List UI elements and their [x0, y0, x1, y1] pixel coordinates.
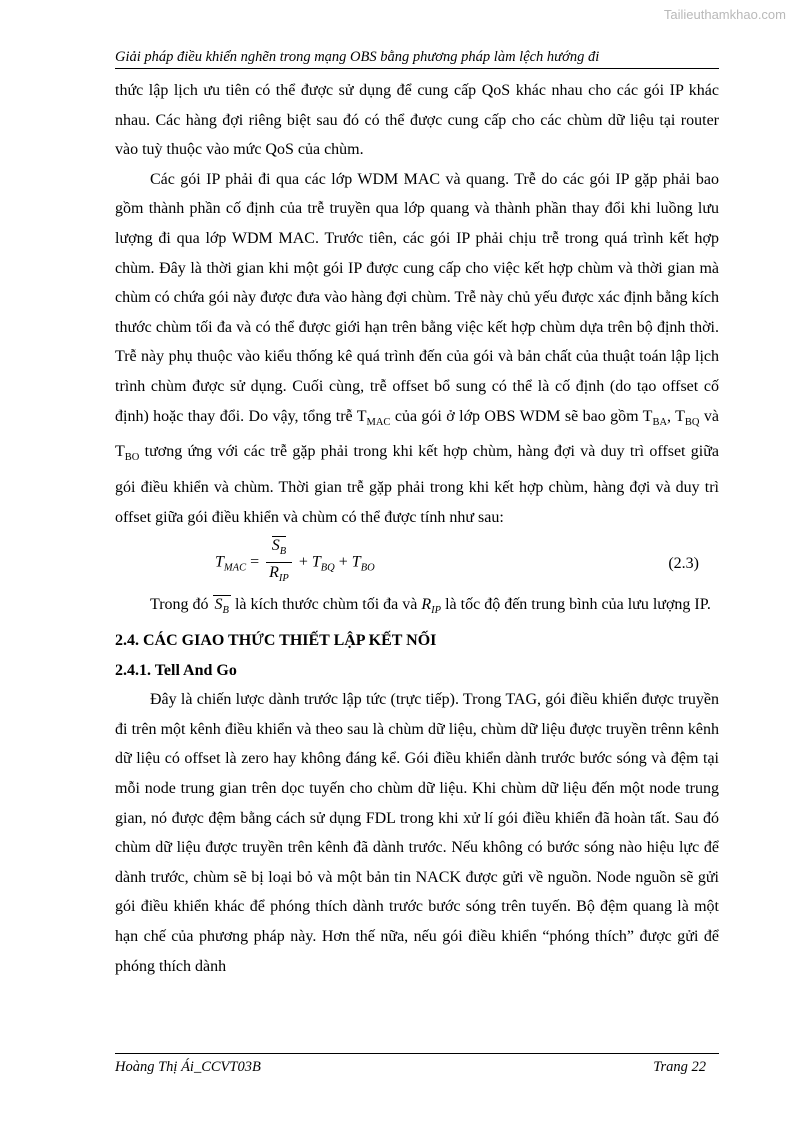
- eq-term-3-sub: BO: [360, 562, 375, 574]
- eq-numerator: [266, 536, 292, 563]
- paragraph-3-text-b: là kích thước chùm tối đa và: [230, 596, 422, 614]
- paragraph-3: [115, 590, 719, 626]
- subscript-mac: MAC: [366, 416, 391, 428]
- eq-num-sub: B: [279, 546, 287, 558]
- var-rip: R: [421, 596, 432, 614]
- subscript-ba: BA: [652, 416, 668, 428]
- eq-den-var: R: [269, 564, 279, 582]
- paragraph-4: Đây là chiến lược dành trước lập tức (trực tiếp). Trong TAG, gói điều khiển được truyền đi trên một kênh điều khiển và theo sau là chùm dữ liệu, chùm dữ liệu được truyền trênn kênh dữ liệu có offset là zero hay không đáng kể. Gói điều khiển dành trước bước sóng và đệm tại mỗi node trung gian trên dọc tuyến cho chùm dữ liệu. Khi chùm dữ liệu đến một node trung gian, nó được đệm bằng cách sử dụng FDL trong khi xử lí gói điều khiển đã hoàn tất. Sau đó chùm dữ liệu được truyền trên kênh đã dành trước. Nếu không có bước sóng nào hiệu lực để dành trước, chùm sẽ bị loại bỏ và một bản tin NACK được gửi về nguồn. Node nguồn sẽ gửi gói điều khiển khác để phóng thích dành trước bước sóng trên tuyến. Bộ đệm quang là một hạn chế của phương pháp này. Hơn thế nữa, nếu gói điều khiển “phóng thích” được gửi để phóng thích dành: [115, 691, 719, 975]
- subsection-heading: 2.4.1. Tell And Go: [115, 661, 237, 679]
- paragraph-2-text-d: tương ứng với các trễ gặp phải trong khi kết hợp chùm, hàng đợi và duy trì offset giữa gói điều khiển và chùm. Thời gian trễ gặp phải trong khi kết hợp chùm, hàng đợi và duy trì offset giữa gói điều khiển và chùm có thể được tính như sau:: [115, 443, 719, 526]
- equation-number: (2.3): [668, 555, 699, 573]
- subscript-bq: BQ: [684, 416, 700, 428]
- eq-fraction: [266, 536, 292, 589]
- footer-divider: [115, 1053, 719, 1054]
- var-rip-sub: IP: [431, 605, 442, 617]
- paragraph-2-text: Các gói IP phải đi qua các lớp WDM MAC và quang. Trễ do các gói IP gặp phải bao gồm thành phần cố định của trễ truyền qua lớp quang và thành phần thay đổi khi luồng lưu lượng đi qua lớp WDM MAC. Trước tiên, các gói IP phải chịu trễ trong quá trình kết hợp chùm. Đây là thời gian khi một gói IP được cung cấp cho việc kết hợp chùm và thời gian mà chùm có chứa gói này được đưa vào hàng đợi chùm. Trễ này chủ yếu được xác định bằng kích thước chùm tối đa và có thể được giới hạn trên bằng việc kết hợp chùm dựa trên bộ định thời. Trễ này phụ thuộc vào kiểu thống kê quá trình đến của gói và bản chất của thuật toán lập lịch trình chùm được sử dụng. Cuối cùng, trễ offset bổ sung có thể là cố định (do tạo offset cố định) hoặc thay đổi. Do vậy, tổng trễ T: [115, 170, 719, 425]
- eq-num-var: S: [271, 537, 280, 555]
- eq-lhs: T: [215, 553, 224, 571]
- footer-page-number: Trang 22: [653, 1059, 706, 1075]
- eq-term-2: T: [311, 553, 321, 571]
- page-content: [115, 76, 719, 981]
- subscript-bo: BO: [124, 452, 140, 464]
- eq-plus-2: +: [338, 553, 348, 571]
- equation-2-3: [115, 532, 719, 590]
- eq-equals: =: [250, 553, 260, 571]
- var-sb: $S_B$: [214, 596, 229, 617]
- equation-body: [215, 536, 375, 589]
- paragraph-3-text-c: là tốc độ đến trung bình của lưu lượng IP.: [441, 596, 711, 614]
- paragraph-2-text-b: , T: [667, 407, 685, 425]
- paragraph-3-text-a: Trong đó: [150, 596, 213, 614]
- eq-den-sub: IP: [278, 573, 289, 585]
- paragraph-1: thức lập lịch ưu tiên có thể được sử dụng để cung cấp QoS khác nhau cho các gói IP khác nhau. Các hàng đợi riêng biệt sau đó có thể được cung cấp cho các chùm dữ liệu tại router vào tuỳ thuộc vào mức QoS của chùm.: [115, 82, 719, 159]
- footer-author: Hoàng Thị Ái_CCVT03B: [115, 1059, 261, 1075]
- eq-denominator: [266, 563, 292, 589]
- page-header: Giải pháp điều khiển nghẽn trong mạng OBS bằng phương pháp làm lệch hướng đi: [115, 49, 600, 65]
- eq-lhs-sub: MAC: [223, 562, 247, 574]
- header-divider: [115, 68, 719, 69]
- eq-term-3: T: [351, 553, 361, 571]
- watermark: Tailieuthamkhao.com: [663, 7, 786, 22]
- eq-term-2-sub: BQ: [320, 562, 335, 574]
- section-heading: 2.4. CÁC GIAO THỨC THIẾT LẬP KẾT NỐI: [115, 632, 437, 650]
- paragraph-2: [115, 165, 719, 533]
- paragraph-2-text-c: và T: [115, 407, 720, 461]
- eq-plus-1: +: [298, 553, 308, 571]
- paragraph-2-text-a: của gói ở lớp OBS WDM sẽ bao gồm T: [390, 407, 653, 425]
